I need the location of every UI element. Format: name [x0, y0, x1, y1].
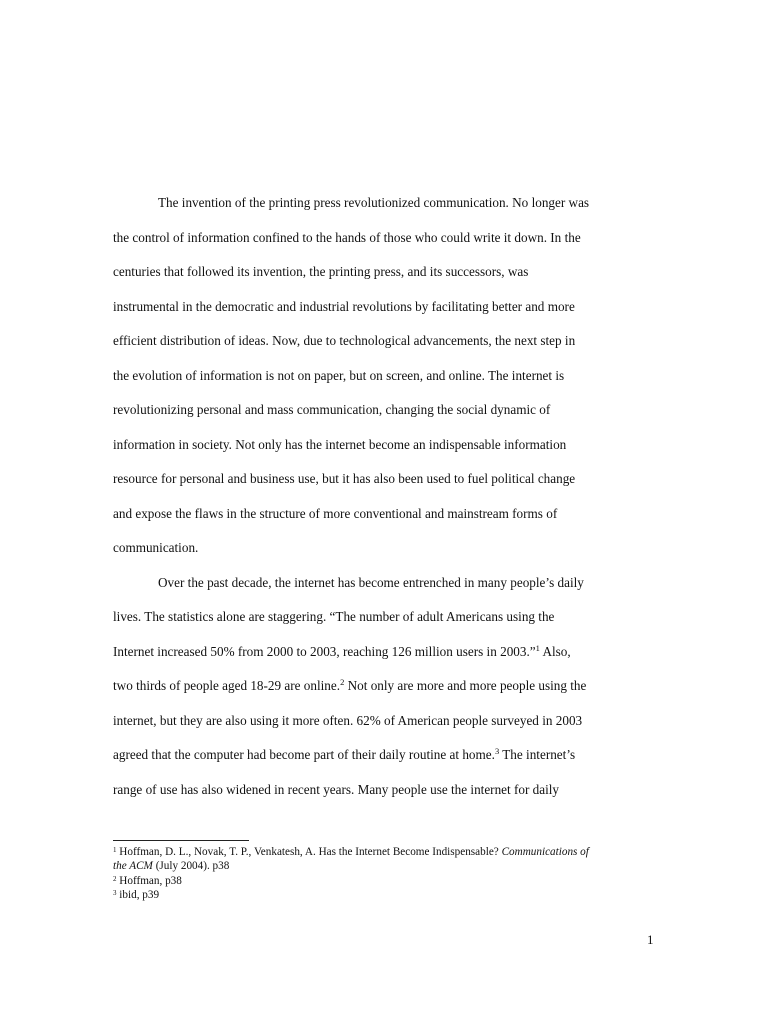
footnotes: [113, 845, 658, 903]
footnote-2: $^2$ Hoffman, p38: [113, 874, 182, 887]
text-line: lives. The statistics alone are staggering. “The number of adult Americans using the: [113, 609, 555, 624]
text-line: The invention of the printing press revolutionized communication. No longer was: [158, 195, 590, 210]
text-line: efficient distribution of ideas. Now, due to technological advancements, the next step in: [113, 333, 576, 348]
footnote-reference: 2: [340, 677, 345, 687]
body-text: [113, 186, 655, 807]
text-line: agreed that the computer had become part of their daily routine at home.$^3$ The internet’s: [113, 746, 576, 762]
text-line: range of use has also widened in recent years. Many people use the internet for daily: [113, 781, 560, 797]
text-line: the control of information confined to the hands of those who could write it down. In the: [113, 229, 581, 245]
text-line: information in society. Not only has the internet become an indispensable information: [113, 436, 567, 452]
text-line: Over the past decade, the internet has become entrenched in many people’s daily: [158, 574, 584, 590]
text-line: two thirds of people aged 18-29 are online.$^2$ Not only are more and more people using the: [113, 677, 587, 693]
footnote-1: $^1$ Hoffman, D. L., Novak, T. P., Venkatesh, A. Has the Internet Become Indispensable? Communications of: [113, 846, 589, 858]
text-line: instrumental in the democratic and industrial revolutions by facilitating better and more: [113, 298, 575, 314]
footnote-separator: [113, 840, 249, 841]
paragraph-1: [113, 186, 655, 566]
text-line: the evolution of information is not on paper, but on screen, and online. The internet is: [113, 367, 565, 383]
text-line: centuries that followed its invention, the printing press, and its successors, was: [113, 264, 529, 279]
text-line: revolutionizing personal and mass communication, changing the social dynamic of: [113, 402, 551, 417]
text-line: Internet increased 50% from 2000 to 2003, reaching 126 million users in 2003.”$^1$ Also,: [113, 642, 571, 659]
text-line: communication.: [113, 540, 199, 555]
page-number: 1: [647, 932, 654, 947]
text-line: internet, but they are also using it more often. 62% of American people surveyed in 2003: [113, 712, 583, 728]
footnote-3: $^3$ ibid, p39: [113, 889, 160, 902]
text-line: resource for personal and business use, but it has also been used to fuel political change: [113, 471, 576, 486]
footnote-reference: 1: [535, 642, 540, 653]
footnote-1-continued: the ACM (July 2004). p38: [113, 860, 230, 873]
footnote-reference: 3: [494, 746, 500, 756]
paragraph-2: [113, 566, 655, 808]
text-line: and expose the flaws in the structure of more conventional and mainstream forms of: [113, 505, 558, 521]
